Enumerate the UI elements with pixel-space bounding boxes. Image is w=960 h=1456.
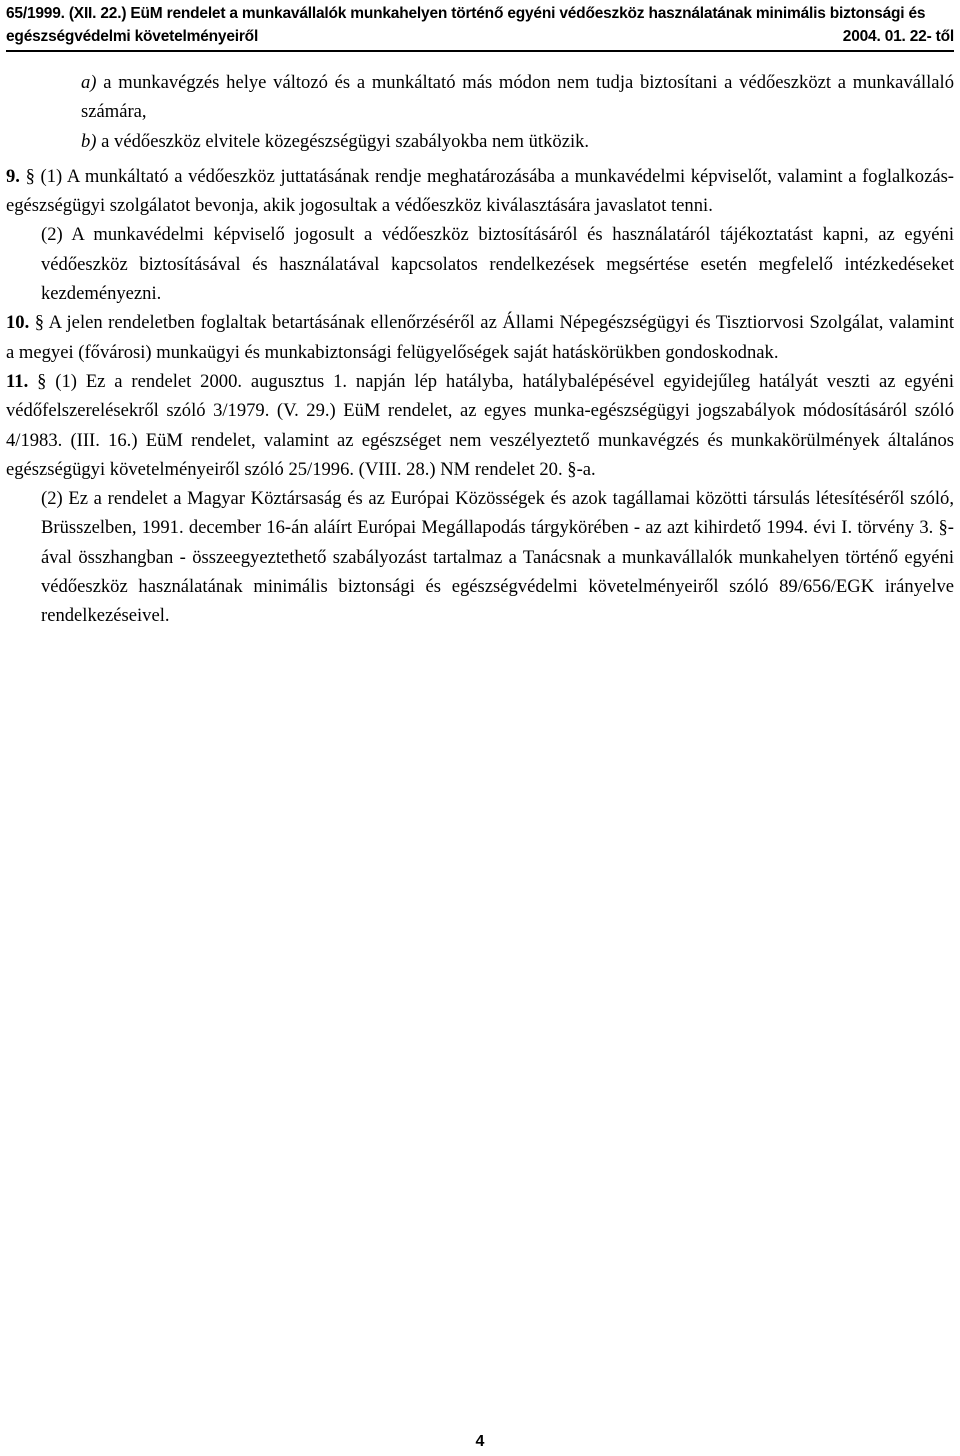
- section-11-paragraph-1: [6, 367, 954, 484]
- section-10-paragraph: [6, 308, 954, 367]
- section-10-number: 10.: [6, 312, 30, 334]
- item-a: [6, 68, 954, 127]
- section-11-text-1: § (1) Ez a rendelet 2000. augusztus 1. napján lép hatályba, hatálybalépésével egyidejűleg hatályát veszti az egyéni védőfelszerelésekről szóló 3/1979. (V. 29.) EüM rendelet, az egyes munka-egészségügyi jogszabályok módosításáról szóló 4/1983. (III. 16.) EüM rendelet, valamint az egészséget nem veszélyeztető munkavégzés és munkakörülmények általános egészségügyi követelményeiről szóló 25/1996. (VIII. 28.) NM rendelet 20. §-a.: [6, 370, 954, 480]
- header-divider: [6, 50, 954, 52]
- item-b-text: a védőeszköz elvitele közegészségügyi szabályokba nem ütközik.: [96, 130, 590, 152]
- header-date: 2004. 01. 22- től: [842, 28, 954, 45]
- item-a-text: a munkavégzés helye változó és a munkáltató más módon nem tudja biztosítani a védőeszközt a munkavállaló számára,: [81, 72, 954, 123]
- item-a-label: a): [81, 72, 97, 93]
- section-9-paragraph-1: [6, 162, 954, 221]
- page-header: [6, 2, 954, 48]
- section-9-text-1: § (1) A munkáltató a védőeszköz juttatásának rendje meghatározásába a munkavédelmi képviselőt, valamint a foglalkozás-egészségügyi szolgálatot bevonja, akik jogosultak a védőeszköz kiválasztására javaslatot tenni.: [6, 165, 954, 217]
- section-11-paragraph-2: (2) Ez a rendelet a Magyar Köztársaság és az Európai Közösségek és azok tagállamai közötti társulás létesítéséről szóló, Brüsszelben, 1991. december 16-án aláírt Európai Megállapodás tárgykörében - az azt kihirdető 1994. évi I. törvény 3. §-ával összhangban - összeegyeztethető szabályozást tartalmaz a Tanácsnak a munkavállalók munkahelyen történő egyéni védőeszköz használatának minimális biztonsági és egészségvédelmi követelményeiről szóló 89/656/EGK irányelve rendelkezéseivel.: [41, 488, 954, 627]
- section-11-number: 11.: [6, 370, 29, 392]
- document-body: [6, 68, 954, 631]
- item-b: [6, 127, 954, 156]
- section-9-paragraph-2: (2) A munkavédelmi képviselő jogosult a védőeszköz biztosításáról és használatáról tájékoztatást kapni, az egyéni védőeszköz biztosításával és használatával kapcsolatos rendelkezések megsértése esetén megfelelő intézkedéseket kezdeményezni.: [41, 224, 954, 305]
- page-number: 4: [475, 1433, 485, 1450]
- header-line-1: 65/1999. (XII. 22.) EüM rendelet a munkavállalók munkahelyen történő egyéni védőeszköz használatának minimális biztonsági és: [6, 5, 926, 22]
- section-9-number: 9.: [6, 165, 20, 187]
- section-10-text: § A jelen rendeletben foglaltak betartásának ellenőrzéséről az Állami Népegészségügyi és Tisztiorvosi Szolgálat, valamint a megyei (fővárosi) munkaügyi és munkabiztonsági felügyelőségek saját hatáskörükben gondoskodnak.: [6, 312, 954, 363]
- header-line-2: [6, 25, 954, 48]
- header-title-continued: egészségvédelmi követelményeiről: [6, 28, 259, 45]
- item-b-label: b): [81, 130, 97, 152]
